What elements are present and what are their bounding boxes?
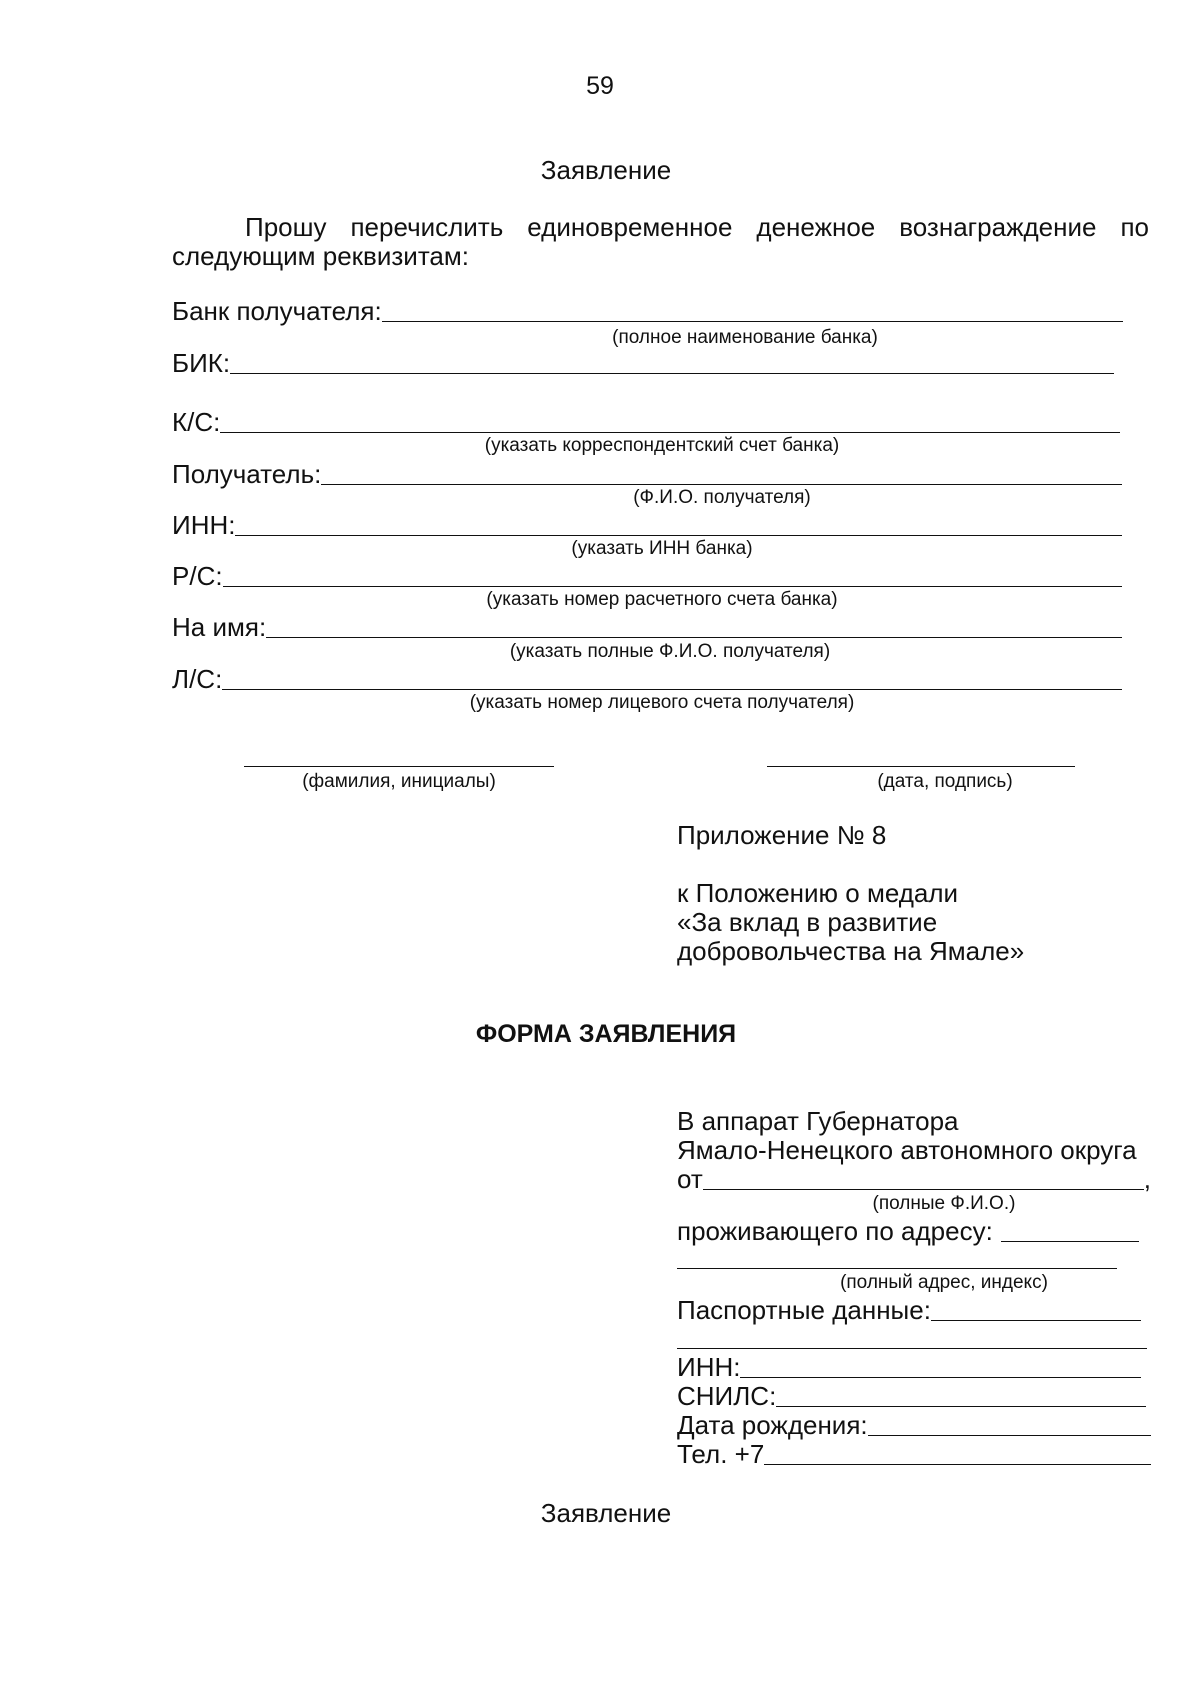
intro-word: Прошу [245,212,327,242]
from-input-line[interactable] [703,1189,1144,1190]
ks-label: К/С: [172,407,221,437]
snils-input-line[interactable] [776,1406,1146,1407]
recipient-hint: (Ф.И.О. получателя) [633,487,811,508]
birth-date-input-line[interactable] [868,1435,1151,1436]
address-field[interactable] [677,1214,1139,1246]
bik-input-line[interactable] [230,373,1114,374]
bank-field[interactable] [172,294,1123,326]
intro-word: единовременное [527,212,733,242]
date-signature-line[interactable] [767,766,1075,767]
intro-word: вознаграждение [899,212,1097,242]
date-signature-hint: (дата, подпись) [877,771,1013,792]
from-suffix: , [1143,1164,1151,1194]
applicant-inn-field[interactable] [677,1350,1141,1382]
intro-line-2: следующим реквизитам: [172,241,469,271]
name-input-line[interactable] [266,637,1122,638]
name-hint: (указать полные Ф.И.О. получателя) [509,641,831,662]
rs-label: Р/С: [172,561,223,591]
intro-word: перечислить [350,212,504,242]
addressee-line-1: В аппарат Губернатора [677,1106,959,1136]
surname-signature-line[interactable] [244,766,554,767]
bik-field[interactable] [172,346,1114,378]
inn-field[interactable] [172,508,1122,540]
inn-label: ИНН: [172,510,236,540]
ls-input-line[interactable] [222,689,1122,690]
ks-field[interactable] [172,405,1120,437]
form-title: ФОРМА ЗАЯВЛЕНИЯ [475,1020,737,1048]
inn-hint: (указать ИНН банка) [571,538,753,559]
intro-line-1 [245,212,1149,242]
rs-hint: (указать номер расчетного счета банка) [486,589,838,610]
phone-input-line[interactable] [764,1464,1151,1465]
passport-second-line[interactable] [677,1348,1147,1349]
bank-input-line[interactable] [382,321,1123,322]
appendix-line-2: «За вклад в развитие [677,907,938,937]
recipient-input-line[interactable] [321,484,1122,485]
name-field[interactable] [172,610,1122,642]
passport-input-line[interactable] [931,1320,1141,1321]
appendix-number: Приложение № 8 [677,820,887,850]
birth-date-field[interactable] [677,1408,1151,1440]
surname-hint: (фамилия, инициалы) [302,771,496,792]
rs-field[interactable] [172,559,1122,591]
ks-hint: (указать корреспондентский счет банка) [484,435,840,456]
bank-hint: (полное наименование банка) [612,327,878,348]
phone-label: Тел. +7 [677,1439,765,1469]
address-hint: (полный адрес, индекс) [840,1272,1048,1293]
statement-title-bottom: Заявление [540,1498,672,1528]
passport-label: Паспортные данные: [677,1295,931,1325]
from-label: от [677,1164,703,1194]
recipient-field[interactable] [172,457,1122,489]
birth-date-label: Дата рождения: [677,1410,868,1440]
bank-label: Банк получателя: [172,296,382,326]
appendix-line-1: к Положению о медали [677,878,959,908]
ks-input-line[interactable] [220,432,1120,433]
rs-input-line[interactable] [223,586,1122,587]
intro-word: по [1120,212,1149,242]
ls-field[interactable] [172,662,1122,694]
bik-label: БИК: [172,348,231,378]
addressee-line-2: Ямало-Ненецкого автономного округа [677,1135,1137,1165]
snils-field[interactable] [677,1379,1146,1411]
page-number: 59 [586,72,614,100]
address-second-line[interactable] [677,1268,1117,1269]
inn-input-line[interactable] [235,535,1122,536]
address-label: проживающего по адресу: [677,1216,993,1246]
applicant-inn-input-line[interactable] [740,1377,1141,1378]
passport-field[interactable] [677,1293,1141,1325]
snils-label: СНИЛС: [677,1381,777,1411]
ls-hint: (указать номер лицевого счета получателя) [469,692,855,713]
applicant-inn-label: ИНН: [677,1352,741,1382]
appendix-line-3: добровольчества на Ямале» [677,936,1025,966]
name-label: На имя: [172,612,267,642]
recipient-label: Получатель: [172,459,322,489]
statement-title: Заявление [540,155,672,185]
intro-word: денежное [756,212,876,242]
address-input-line[interactable] [1001,1241,1139,1242]
phone-field[interactable] [677,1437,1151,1469]
from-hint: (полные Ф.И.О.) [872,1193,1016,1214]
from-field[interactable] [677,1162,1151,1194]
ls-label: Л/С: [172,664,223,694]
